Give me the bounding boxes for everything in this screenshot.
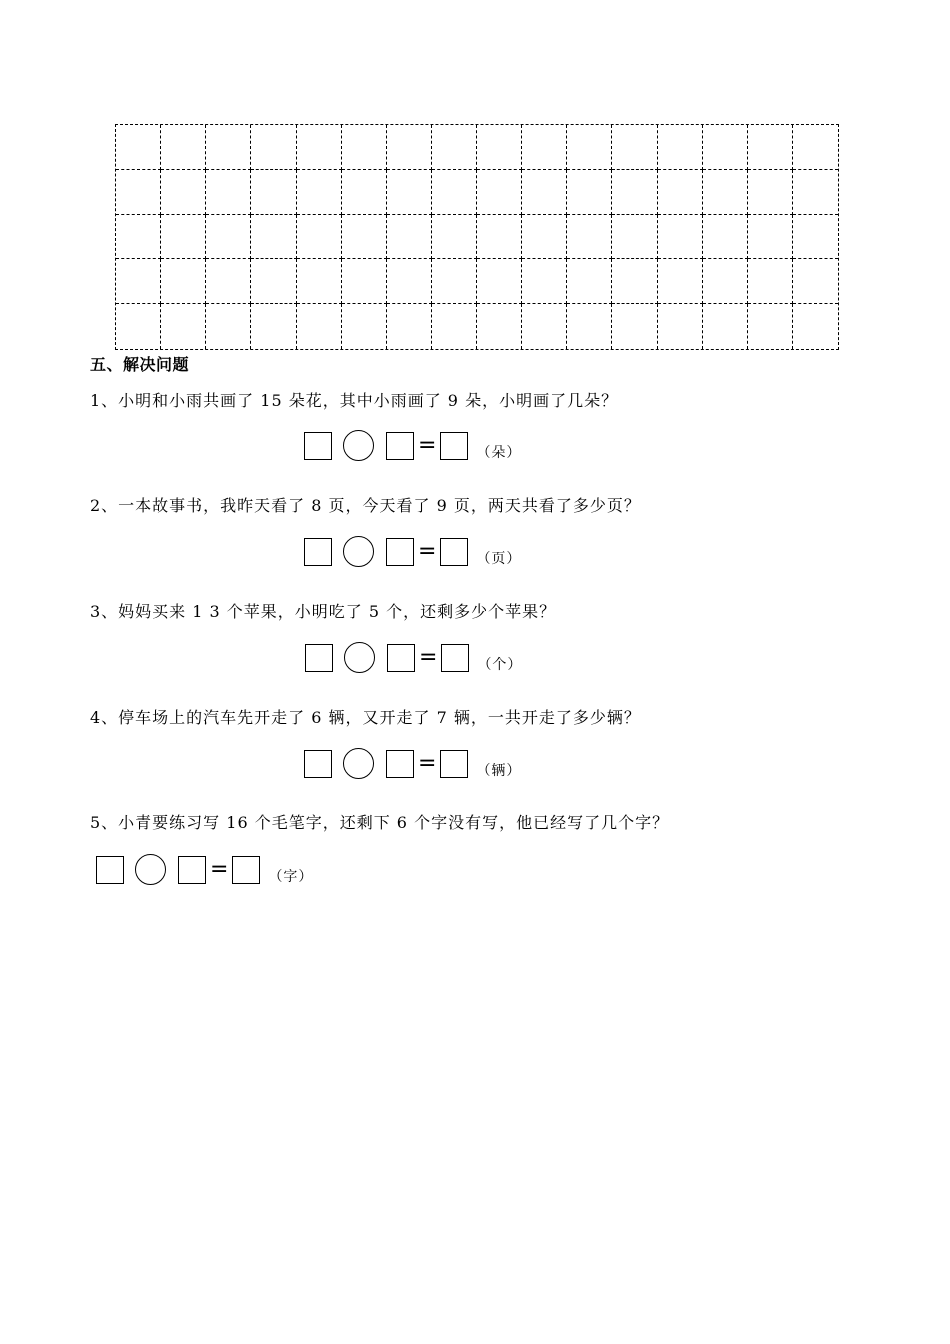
unit-label: （个） [477, 656, 523, 673]
grid-cell[interactable] [477, 304, 522, 349]
answer-box[interactable] [305, 644, 333, 672]
grid-cell[interactable] [477, 170, 522, 215]
grid-cell[interactable] [387, 304, 432, 349]
operator-circle[interactable] [344, 642, 375, 673]
grid-cell[interactable] [161, 215, 206, 260]
grid-cell[interactable] [658, 215, 703, 260]
grid-cell[interactable] [387, 125, 432, 170]
equals-sign: = [418, 538, 437, 564]
equals-sign: = [418, 750, 437, 776]
answer-box[interactable] [304, 432, 332, 460]
grid-cell[interactable] [432, 125, 477, 170]
grid-cell[interactable] [748, 304, 793, 349]
equation-2 [304, 536, 521, 567]
operator-circle[interactable] [135, 854, 166, 885]
grid-cell[interactable] [703, 304, 748, 349]
equation-4 [304, 748, 521, 779]
result-box[interactable] [440, 432, 468, 460]
grid-cell[interactable] [522, 215, 567, 260]
unit-label: （朵） [476, 444, 522, 461]
grid-cell[interactable] [432, 259, 477, 304]
equation-5 [96, 854, 313, 885]
grid-cell[interactable] [567, 170, 612, 215]
grid-cell[interactable] [251, 170, 296, 215]
section-title: 五、解决问题 [90, 355, 190, 374]
result-box[interactable] [232, 856, 260, 884]
grid-cell[interactable] [297, 170, 342, 215]
grid-cell[interactable] [612, 125, 657, 170]
answer-box[interactable] [386, 538, 414, 566]
operator-circle[interactable] [343, 536, 374, 567]
grid-cell[interactable] [206, 215, 251, 260]
grid-cell[interactable] [567, 304, 612, 349]
grid-cell[interactable] [477, 125, 522, 170]
grid-cell[interactable] [793, 259, 838, 304]
grid-cell[interactable] [116, 170, 161, 215]
grid-cell[interactable] [161, 304, 206, 349]
grid-cell[interactable] [658, 170, 703, 215]
grid-cell[interactable] [161, 170, 206, 215]
grid-cell[interactable] [116, 259, 161, 304]
unit-label: （字） [268, 868, 314, 885]
writing-grid [115, 124, 839, 350]
grid-cell[interactable] [297, 125, 342, 170]
result-box[interactable] [440, 750, 468, 778]
grid-cell[interactable] [522, 259, 567, 304]
grid-cell[interactable] [793, 304, 838, 349]
grid-cell[interactable] [116, 215, 161, 260]
equals-sign: = [419, 644, 438, 670]
grid-cell[interactable] [206, 304, 251, 349]
grid-cell[interactable] [522, 304, 567, 349]
grid-cell[interactable] [342, 259, 387, 304]
grid-cell[interactable] [748, 259, 793, 304]
grid-cell[interactable] [748, 215, 793, 260]
grid-cell[interactable] [567, 259, 612, 304]
grid-cell[interactable] [748, 125, 793, 170]
grid-cell[interactable] [703, 259, 748, 304]
grid-cell[interactable] [116, 125, 161, 170]
grid-cell[interactable] [116, 304, 161, 349]
grid-cell[interactable] [658, 125, 703, 170]
grid-cell[interactable] [432, 170, 477, 215]
grid-cell[interactable] [567, 125, 612, 170]
grid-cell[interactable] [161, 259, 206, 304]
question-5: 5、小青要练习写 16 个毛笔字，还剩下 6 个字没有写，他已经写了几个字？ [90, 813, 670, 832]
question-4: 4、停车场上的汽车先开走了 6 辆，又开走了 7 辆，一共开走了多少辆？ [90, 708, 641, 727]
grid-cell[interactable] [387, 215, 432, 260]
grid-cell[interactable] [297, 215, 342, 260]
grid-cell[interactable] [342, 125, 387, 170]
operator-circle[interactable] [343, 430, 374, 461]
grid-cell[interactable] [251, 304, 296, 349]
equation-3 [305, 642, 522, 673]
equals-sign: = [210, 856, 229, 882]
question-1: 1、小明和小雨共画了 15 朵花，其中小雨画了 9 朵，小明画了几朵？ [90, 391, 619, 410]
answer-box[interactable] [178, 856, 206, 884]
grid-cell[interactable] [161, 125, 206, 170]
grid-cell[interactable] [297, 259, 342, 304]
answer-box[interactable] [386, 432, 414, 460]
equals-sign: = [418, 432, 437, 458]
grid-cell[interactable] [206, 170, 251, 215]
grid-cell[interactable] [793, 125, 838, 170]
grid-cell[interactable] [567, 215, 612, 260]
grid-cell[interactable] [297, 304, 342, 349]
answer-box[interactable] [304, 538, 332, 566]
grid-cell[interactable] [522, 170, 567, 215]
answer-box[interactable] [304, 750, 332, 778]
grid-cell[interactable] [251, 259, 296, 304]
unit-label: （页） [476, 550, 522, 567]
grid-cell[interactable] [206, 259, 251, 304]
result-box[interactable] [441, 644, 469, 672]
grid-cell[interactable] [432, 215, 477, 260]
answer-box[interactable] [386, 750, 414, 778]
unit-label: （辆） [476, 762, 522, 779]
result-box[interactable] [440, 538, 468, 566]
question-3: 3、妈妈买来 1 3 个苹果，小明吃了 5 个，还剩多少个苹果？ [90, 602, 557, 621]
grid-cell[interactable] [793, 170, 838, 215]
equation-1 [304, 430, 521, 461]
grid-cell[interactable] [793, 215, 838, 260]
operator-circle[interactable] [343, 748, 374, 779]
grid-cell[interactable] [342, 215, 387, 260]
grid-cell[interactable] [658, 304, 703, 349]
grid-cell[interactable] [342, 304, 387, 349]
grid-cell[interactable] [387, 259, 432, 304]
grid-cell[interactable] [206, 125, 251, 170]
grid-cell[interactable] [432, 304, 477, 349]
answer-box[interactable] [387, 644, 415, 672]
grid-cell[interactable] [342, 170, 387, 215]
answer-box[interactable] [96, 856, 124, 884]
grid-cell[interactable] [251, 125, 296, 170]
grid-cell[interactable] [387, 170, 432, 215]
grid-cell[interactable] [703, 215, 748, 260]
grid-cell[interactable] [612, 170, 657, 215]
grid-cell[interactable] [477, 215, 522, 260]
grid-cell[interactable] [612, 259, 657, 304]
grid-cell[interactable] [612, 215, 657, 260]
grid-cell[interactable] [703, 125, 748, 170]
grid-cell[interactable] [612, 304, 657, 349]
grid-cell[interactable] [477, 259, 522, 304]
grid-cell[interactable] [658, 259, 703, 304]
grid-cell[interactable] [748, 170, 793, 215]
question-2: 2、一本故事书，我昨天看了 8 页，今天看了 9 页，两天共看了多少页？ [90, 496, 641, 515]
grid-cell[interactable] [703, 170, 748, 215]
grid-cell[interactable] [251, 215, 296, 260]
grid-cell[interactable] [522, 125, 567, 170]
